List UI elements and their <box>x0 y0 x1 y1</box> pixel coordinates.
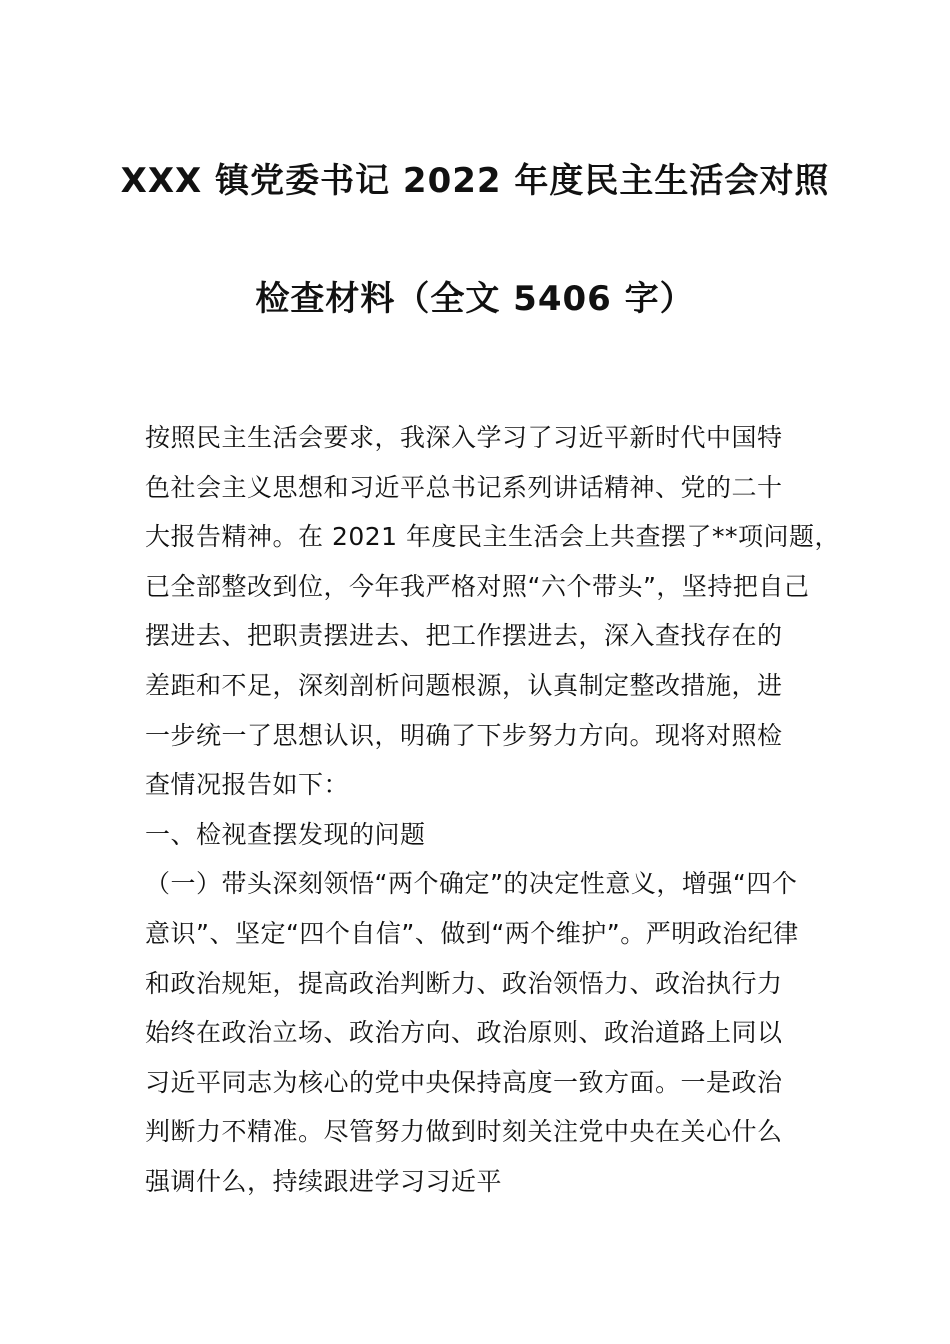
body-line-15: 判断力不精准。尽管努力做到时刻关注党中央在关心什么 <box>145 1117 783 1147</box>
document-title-line-1: XXX 镇党委书记 2022 年度民主生活会对照 <box>120 161 830 201</box>
body-line-8: 查情况报告如下： <box>145 770 350 800</box>
body-line-3: 大报告精神。在 2021 年度民主生活会上共查摆了**项问题， <box>145 522 841 552</box>
body-line-5: 摆进去、把职责摆进去、把工作摆进去，深入查找存在的 <box>145 621 783 651</box>
body-line-6: 差距和不足，深刻剖析问题根源，认真制定整改措施，进 <box>145 670 783 700</box>
body-line-10: （一）带头深刻领悟“两个确定”的决定性意义，增强“四个 <box>145 869 798 899</box>
document-title-line-2: 检查材料（全文 5406 字） <box>255 279 695 319</box>
body-line-13: 始终在政治立场、政治方向、政治原则、政治道路上同以 <box>145 1018 783 1048</box>
body-line-1: 按照民主生活会要求，我深入学习了习近平新时代中国特 <box>145 423 783 452</box>
document-body <box>145 413 841 1207</box>
body-line-11: 意识”、坚定“四个自信”、做到“两个维护”。严明政治纪律 <box>145 918 799 948</box>
body-line-7: 一步统一了思想认识，明确了下步努力方向。现将对照检 <box>145 720 783 750</box>
body-line-14: 习近平同志为核心的党中央保持高度一致方面。一是政治 <box>145 1067 783 1097</box>
body-line-16: 强调什么，持续跟进学习习近平 <box>145 1166 503 1196</box>
section-heading: 一、检视查摆发现的问题 <box>145 819 426 849</box>
body-line-12: 和政治规矩，提高政治判断力、政治领悟力、政治执行力 <box>145 968 783 998</box>
body-line-4: 已全部整改到位，今年我严格对照“六个带头”，坚持把自己 <box>145 571 810 601</box>
body-line-2: 色社会主义思想和习近平总书记系列讲话精神、党的二十 <box>145 472 783 502</box>
